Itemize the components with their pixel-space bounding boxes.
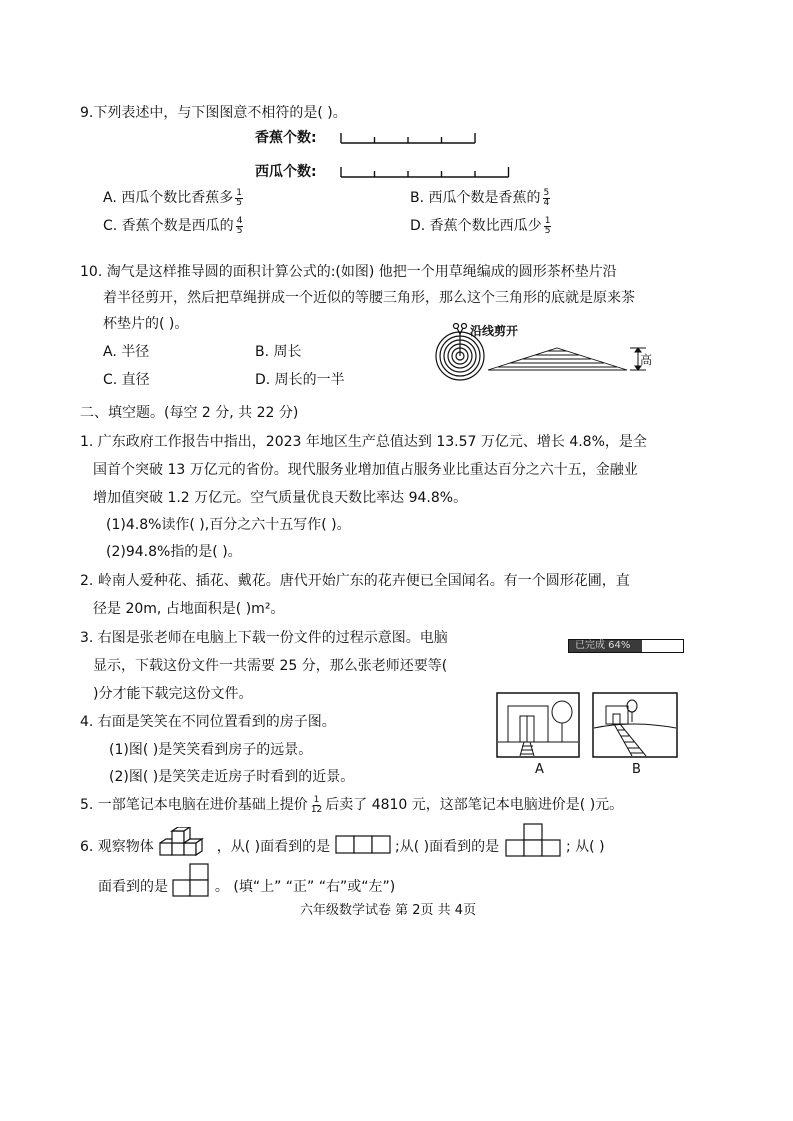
watermelon-bar <box>340 165 512 179</box>
banana-bar <box>340 131 480 145</box>
f2-line2: 径是 20m, 占地面积是( )m²。 <box>93 601 285 617</box>
watermelon-label: 西瓜个数: <box>255 164 317 180</box>
q10-line1: 10. 淘气是这样推导圆的面积计算公式的:(如图) 他把一个用草绳编成的圆形茶杯垫片沿 <box>80 264 617 280</box>
coaster-figure <box>432 322 662 384</box>
banana-label: 香蕉个数: <box>255 130 317 146</box>
q9-option-d: D. 香蕉个数比西瓜少 $\frac{1}{5}$ <box>410 215 551 236</box>
q9-option-c: C. 香蕉个数是西瓜的 $\frac{4}{5}$ <box>103 215 243 236</box>
height-label: 高 <box>640 353 653 367</box>
f4-sub1: (1)图( )是笑笑看到房子的远景。 <box>109 742 313 758</box>
section-title: 二、填空题。(每空 2 分, 共 22 分) <box>80 405 299 421</box>
label-a: A <box>535 762 544 777</box>
page-footer: 六年级数学试卷 第 2页 共 4页 <box>300 903 477 918</box>
unrolled-triangle <box>488 348 627 370</box>
cube-stack-icon <box>158 827 212 857</box>
q10-option-c: C. 直径 <box>103 372 150 388</box>
house-view-a <box>496 692 580 758</box>
f1-sub2: (2)94.8%指的是( )。 <box>106 544 242 560</box>
q9-option-a: A. 西瓜个数比香蕉多 $\frac{1}{5}$ <box>103 187 242 208</box>
q9-stem: 9.下列表述中，与下图图意不相符的是( )。 <box>80 105 347 121</box>
download-progress-bar <box>568 639 684 653</box>
q10-option-a: A. 半径 <box>103 344 150 360</box>
f6-line1: 6. 观察物体 ，从( )面看到的是 ;从( )面看到的是 ; 从( ) <box>80 836 605 858</box>
f1-line2: 国首个突破 13 万亿元的省份。现代服务业增加值占服务业比重达百分之六十五，金融业 <box>93 462 638 478</box>
progress-text: 已完成 64% <box>575 640 631 651</box>
q10-line2: 着半径剪开，然后把草绳拼成一个近似的等腰三角形，那么这个三角形的底就是原来茶 <box>103 290 635 306</box>
view-two-level-icon <box>172 863 210 897</box>
q10-line3: 杯垫片的( )。 <box>103 316 189 332</box>
label-b: B <box>632 762 641 777</box>
f2-line1: 2. 岭南人爱种花、插花、戴花。唐代开始广东的花卉便已全国闻名。有一个圆形花圃，直 <box>80 573 630 589</box>
q9-option-b: B. 西瓜个数是香蕉的 $\frac{5}{4}$ <box>410 187 550 208</box>
f6-line2: 面看到的是 。 (填“上” “正” “右”或“左”) <box>98 876 395 898</box>
q10-option-b: B. 周长 <box>255 344 302 360</box>
view-l-shape-icon <box>504 823 562 857</box>
f3-line1: 3. 右图是张老师在电脑上下载一份文件的过程示意图。电脑 <box>80 630 448 646</box>
view-three-squares-icon <box>335 832 391 854</box>
f3-line3: )分才能下载完这份文件。 <box>93 686 253 702</box>
q10-option-d: D. 周长的一半 <box>255 372 345 388</box>
f1-line3: 增加值突破 1.2 万亿元。空气质量优良天数比率达 94.8%。 <box>93 490 468 506</box>
house-view-b <box>592 692 678 758</box>
f1-line1: 1. 广东政府工作报告中指出，2023 年地区生产总值达到 13.57 万亿元、增长 4.8%，是全 <box>80 434 647 450</box>
f3-line2: 显示，下载这份文件一共需要 25 分，那么张老师还要等( <box>93 658 448 674</box>
f4-line1: 4. 右面是笑笑在不同位置看到的房子图。 <box>80 714 336 730</box>
f1-sub1: (1)4.8%读作( ),百分之六十五写作( )。 <box>106 517 351 533</box>
f5-line: 5. 一部笔记本电脑在进价基础上提价 $\frac{1}{12}$ 后卖了 4810 元，这部笔记本电脑进价是( )元。 <box>80 794 624 815</box>
cut-label: 沿线剪开 <box>470 324 519 338</box>
f4-sub2: (2)图( )是笑笑走近房子时看到的近景。 <box>109 769 355 785</box>
